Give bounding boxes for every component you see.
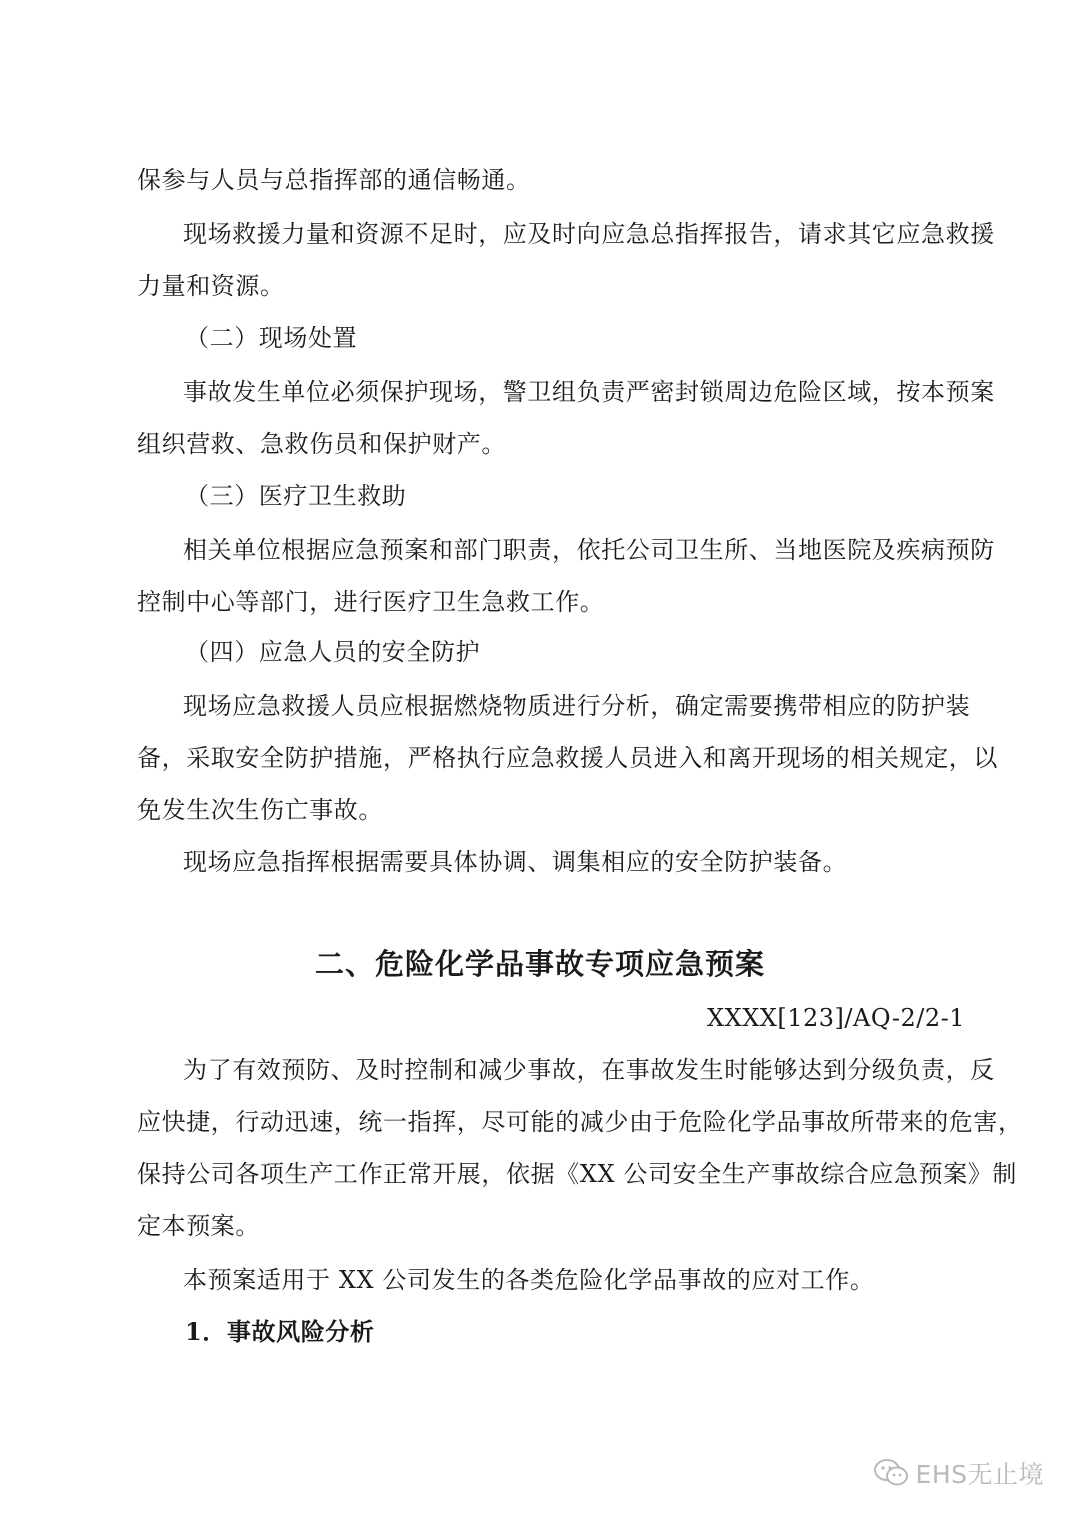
paragraph-line: 保持公司各项生产工作正常开展，依据《XX 公司安全生产事故综合应急预案》制 xyxy=(137,1160,1017,1188)
paragraph-line: 现场救援力量和资源不足时，应及时向应急总指挥报告，请求其它应急救援 xyxy=(183,220,995,248)
section-title: 二、危险化学品事故专项应急预案 xyxy=(314,947,765,981)
paragraph-line: 现场应急指挥根据需要具体协调、调集相应的安全防护装备。 xyxy=(183,848,848,876)
paragraph-line: 应快捷，行动迅速，统一指挥，尽可能的减少由于危险化学品事故所带来的危害， xyxy=(137,1108,1023,1136)
paragraph-line: 保参与人员与总指挥部的通信畅通。 xyxy=(137,166,531,194)
paragraph-line: 相关单位根据应急预案和部门职责，依托公司卫生所、当地医院及疾病预防 xyxy=(183,536,995,564)
watermark xyxy=(874,1455,1044,1491)
paragraph-line: 控制中心等部门，进行医疗卫生急救工作。 xyxy=(137,588,605,616)
paragraph-line: 组织营救、急救伤员和保护财产。 xyxy=(137,430,506,458)
paragraph-line: 备，采取安全防护措施，严格执行应急救援人员进入和离开现场的相关规定，以 xyxy=(137,744,998,772)
paragraph-line: 免发生次生伤亡事故。 xyxy=(137,796,383,824)
subheading-medical: （三）医疗卫生救助 xyxy=(185,482,407,510)
paragraph-line: 力量和资源。 xyxy=(137,272,285,300)
paragraph-line: 事故发生单位必须保护现场，警卫组负责严密封锁周边危险区域，按本预案 xyxy=(183,378,995,406)
paragraph-line: 为了有效预防、及时控制和减少事故，在事故发生时能够达到分级负责，反 xyxy=(183,1056,995,1084)
document-number: XXXX[123]/AQ-2/2-1 xyxy=(707,1004,965,1032)
subheading-onsite: （二）现场处置 xyxy=(185,324,358,352)
subheading-risk-analysis: 1．事故风险分析 xyxy=(185,1317,375,1346)
paragraph-line: 本预案适用于 XX 公司发生的各类危险化学品事故的应对工作。 xyxy=(183,1266,875,1294)
watermark-text: EHS无止境 xyxy=(915,1460,1044,1489)
paragraph-line: 定本预案。 xyxy=(137,1212,260,1240)
subheading-protection: （四）应急人员的安全防护 xyxy=(185,638,481,666)
paragraph-line: 现场应急救援人员应根据燃烧物质进行分析，确定需要携带相应的防护装 xyxy=(183,692,971,720)
wechat-icon xyxy=(874,1458,910,1488)
